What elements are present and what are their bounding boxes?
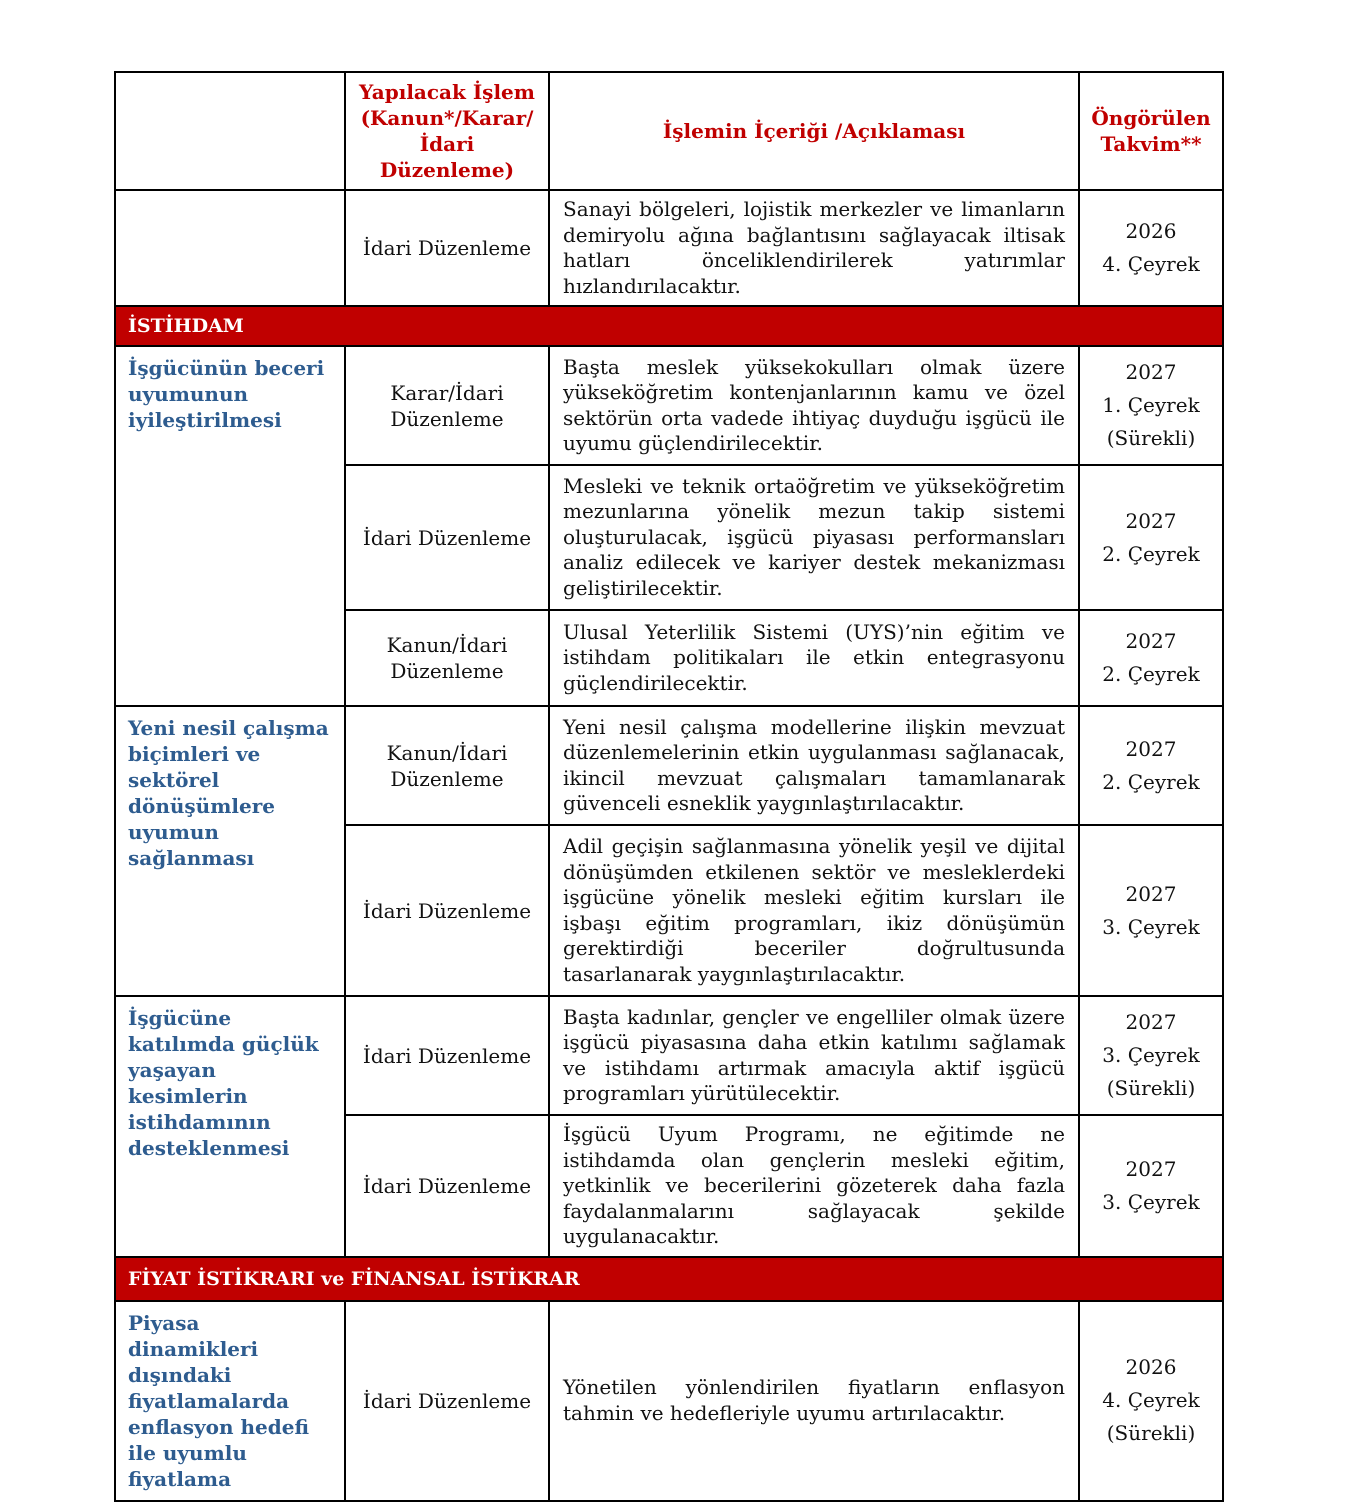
calendar-cell [1079,610,1223,706]
calendar-note: (Sürekli) [1106,1076,1196,1100]
calendar-quarter: 1. Çeyrek [1102,393,1200,417]
calendar-cell [1079,346,1223,465]
theme-cell: İşgücünün beceri uyumunun iyileştirilmesi [115,346,345,706]
description-cell: İşgücü Uyum Programı, ne eğitimde ne istihdamda olan gençlerin mesleki eğitim, yetkinlik ve becerilerini gözeterek daha fazla faydalanmalarını sağlayacak şekilde uygulanacaktır. [549,1115,1079,1257]
description-cell: Yeni nesil çalışma modellerine ilişkin mevzuat düzenlemelerinin etkin uygulanması sağlanacak, ikincil mevzuat çalışmaları tamamlanarak güvenceli esneklik yaygınlaştırılacaktır. [549,706,1079,825]
description-cell: Mesleki ve teknik ortaöğretim ve yükseköğretim mezunlarına yönelik mezun takip sistemi oluşturulacak, işgücü piyasası performansları analiz edilecek ve kariyer destek mekanizması geliştirilecektir. [549,465,1079,610]
calendar-quarter: 2. Çeyrek [1102,541,1200,566]
calendar-cell [1079,1115,1223,1257]
calendar-quarter: 2. Çeyrek [1102,662,1200,686]
calendar-year: 2027 [1125,736,1177,761]
operation-cell: İdari Düzenleme [345,190,549,306]
description-cell: Yönetilen yönlendirilen fiyatların enflasyon tahmin ve hedefleriyle uyumu artırılacaktır. [549,1301,1079,1501]
operation-cell: Kanun/İdari Düzenleme [345,706,549,825]
operation-cell: İdari Düzenleme [345,825,549,996]
table-row [115,706,1223,825]
header-theme [115,72,345,190]
calendar-cell [1079,706,1223,825]
section-row [115,1257,1223,1301]
calendar-cell [1079,1301,1223,1501]
header-description: İşlemin İçeriği /Açıklaması [549,72,1079,190]
calendar-quarter: 3. Çeyrek [1102,1043,1200,1067]
section-title: İSTİHDAM [115,306,1223,346]
calendar-quarter: 4. Çeyrek [1102,252,1200,276]
theme-cell-empty [115,190,345,306]
header-operation: Yapılacak İşlem (Kanun*/Karar/ İdari Düzenleme) [345,72,549,190]
description-cell: Ulusal Yeterlilik Sistemi (UYS)’nin eğitim ve istihdam politikaları ile etkin entegrasyonu güçlendirilecektir. [549,610,1079,706]
description-cell: Başta meslek yüksekokulları olmak üzere yükseköğretim kontenjanlarının kamu ve özel sektörün orta vadede ihtiyaç duyduğu işgücü ile uyumu güçlendirilecektir. [549,346,1079,465]
theme-cell: İşgücüne katılımda güçlük yaşayan kesimlerin istihdamının desteklenmesi [115,996,345,1257]
header-row [115,72,1223,190]
operation-cell: Kanun/İdari Düzenleme [345,610,549,706]
action-plan-table [114,71,1224,1502]
description-cell: Adil geçişin sağlanmasına yönelik yeşil ve dijital dönüşümden etkilenen sektör ve mesleklerdeki işgücüne yönelik mesleki eğitim kursları ile işbaşı eğitim programları, ikiz dönüşümün gerektirdiği beceriler doğrultusunda tasarlanarak yaygınlaştırılacaktır. [549,825,1079,996]
operation-cell: İdari Düzenleme [345,1301,549,1501]
calendar-year: 2027 [1125,1156,1177,1181]
calendar-year: 2027 [1125,360,1177,384]
calendar-year: 2026 [1125,219,1177,243]
calendar-cell [1079,465,1223,610]
header-calendar: Öngörülen Takvim** [1079,72,1223,190]
calendar-cell [1079,825,1223,996]
calendar-quarter: 4. Çeyrek [1102,1388,1200,1412]
calendar-cell [1079,190,1223,306]
description-cell: Başta kadınlar, gençler ve engelliler olmak üzere işgücü piyasasına daha etkin katılımı sağlamak ve istihdamı artırmak amacıyla aktif işgücü programları yürütülecektir. [549,996,1079,1115]
operation-cell: İdari Düzenleme [345,1115,549,1257]
calendar-year: 2027 [1125,1010,1177,1034]
calendar-year: 2026 [1125,1355,1177,1379]
description-cell: Sanayi bölgeleri, lojistik merkezler ve limanların demiryolu ağına bağlantısını sağlayacak iltisak hatları önceliklendirilerek yatırımlar hızlandırılacaktır. [549,190,1079,306]
table-row [115,190,1223,306]
table-row [115,346,1223,465]
theme-cell: Piyasa dinamikleri dışındaki fiyatlamalarda enflasyon hedefi ile uyumlu fiyatlama [115,1301,345,1501]
calendar-cell [1079,996,1223,1115]
calendar-note: (Sürekli) [1106,426,1196,450]
calendar-note: (Sürekli) [1106,1421,1196,1445]
calendar-year: 2027 [1125,629,1177,653]
section-title: FİYAT İSTİKRARI ve FİNANSAL İSTİKRAR [115,1257,1223,1301]
table-row [115,1301,1223,1501]
calendar-year: 2027 [1125,508,1177,533]
calendar-quarter: 3. Çeyrek [1102,1189,1200,1214]
operation-cell: Karar/İdari Düzenleme [345,346,549,465]
operation-cell: İdari Düzenleme [345,996,549,1115]
calendar-quarter: 2. Çeyrek [1102,769,1200,794]
section-row [115,306,1223,346]
calendar-year: 2027 [1125,881,1177,906]
theme-cell: Yeni nesil çalışma biçimleri ve sektörel dönüşümlere uyumun sağlanması [115,706,345,996]
operation-cell: İdari Düzenleme [345,465,549,610]
calendar-quarter: 3. Çeyrek [1102,914,1200,939]
table-row [115,996,1223,1115]
